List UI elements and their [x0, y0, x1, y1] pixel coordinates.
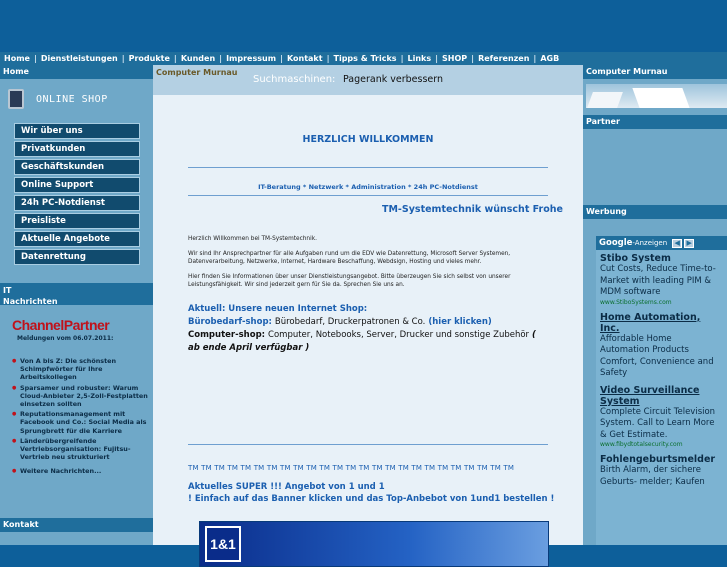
news-item[interactable]: ● Von A bis Z: Die schönsten Schimpfwörter für Ihre Arbeitskollegen: [12, 357, 150, 382]
channelpartner-logo[interactable]: ChannelPartner: [12, 317, 110, 333]
company-name: Computer Murnau: [156, 68, 238, 77]
computer-shop-label: Computer-shop:: [188, 330, 266, 340]
side-menu: [14, 123, 140, 267]
left-sidebar: [0, 65, 153, 545]
ad-title[interactable]: Fohlengeburtsmelder: [600, 454, 716, 465]
nav-kunden[interactable]: Kunden: [180, 54, 216, 63]
kontakt-header: Kontakt: [0, 518, 153, 532]
intro-text: [188, 235, 558, 296]
intro-paragraph: Wir sind Ihr Ansprechpartner für alle Aufgaben rund um die EDV wie Datenrettung, Microsoft Server Systemen, Datenverarbeitung, Netzwerke, Internet, Hardware Beschaffung, Webdsign, Hosting und vieles mehr.: [188, 250, 511, 266]
it-news-title-line2: Nachrichten: [3, 297, 58, 306]
main-navigation: Home | Dienstleistungen | Produkte | Kunden | Impressum | Kontakt | Tipps & Tricks | Links | SHOP | Referenzen | AGB: [0, 52, 727, 65]
news-date: Meldungen vom 06.07.2011:: [17, 335, 114, 342]
home-header: Home: [0, 65, 153, 79]
partner-header: Partner: [583, 115, 727, 129]
computer-shop-note: ( ab ende April verfügbar ): [188, 330, 536, 353]
computer-shop-text: Computer, Notebooks, Server, Drucker und sonstige Zubehör: [268, 330, 530, 340]
content-header: [153, 65, 583, 95]
nav-tipps[interactable]: Tipps & Tricks: [333, 54, 397, 63]
header-image: [586, 84, 727, 108]
intro-paragraph: Herzlich Willkommen bei TM-Systemtechnik.: [188, 236, 317, 242]
buero-shop-label: Bürobedarf-shop:: [188, 317, 272, 327]
menu-item-privatkunden[interactable]: Privatkunden: [14, 141, 140, 157]
menu-item-geschaeftskunden[interactable]: Geschäftskunden: [14, 159, 140, 175]
ad-text: Birth Alarm, der sichere Geburts- melder; Kaufen: [600, 465, 705, 487]
offer-line: ! Einfach auf das Banner klicken und das Top-Anbebot von 1und1 bestellen !: [188, 494, 555, 504]
content-body: [153, 95, 583, 552]
news-item[interactable]: ● Sparsamer und robuster: Warum Cloud-Anbieter 2,5-Zoll-Festplatten einsetzen sollten: [12, 384, 150, 409]
divider: [188, 195, 548, 196]
search-label: Suchmaschinen:: [253, 74, 336, 85]
ad-title[interactable]: Stibo System: [600, 253, 671, 264]
menu-item-notdienst[interactable]: 24h PC-Notdienst: [14, 195, 140, 211]
intro-paragraph: Hier finden Sie Informationen über unser Dienstleistungsangebot. Bitte überzeugen Sie sich selbst von unserer Leistungsfähigkeit. Wir sind jederzeit gern für Sie da. Sprechen Sie uns an.: [188, 273, 511, 289]
menu-item-wir-ueber-uns[interactable]: Wir über uns: [14, 123, 140, 139]
nav-shop[interactable]: SHOP: [442, 54, 468, 63]
buero-shop-link[interactable]: (hier klicken): [428, 317, 492, 327]
news-item[interactable]: ● Reputationsmanagement mit Facebook und Co.: Social Media als Sprungbrett für die Karriere: [12, 410, 150, 435]
nav-agb[interactable]: AGB: [540, 54, 560, 63]
more-news-link[interactable]: ● Weitere Nachrichten...: [12, 467, 150, 475]
nav-produkte[interactable]: Produkte: [128, 54, 170, 63]
offer-text: [188, 481, 568, 505]
ad-url[interactable]: www.StiboSystems.com: [600, 298, 672, 306]
buero-shop-text: Bürobedarf, Druckerpatronen & Co.: [274, 317, 426, 327]
ad-title[interactable]: Home Automation, Inc.: [600, 311, 701, 334]
1und1-banner[interactable]: [199, 521, 549, 567]
ad-item[interactable]: [596, 382, 727, 452]
marquee-text: TM-Systemtechnik wünscht Frohe: [382, 204, 563, 215]
1und1-logo: 1&1: [205, 526, 241, 562]
divider: [188, 167, 548, 168]
welcome-heading: HERZLICH WILLKOMMEN: [302, 134, 434, 145]
ad-url[interactable]: www.fibydtotalsecurity.com: [600, 441, 683, 448]
shop-news: [188, 303, 548, 355]
next-ad-icon[interactable]: ▶: [684, 239, 694, 248]
it-news-title-line1: IT: [3, 286, 12, 295]
buero-shop-line: [188, 316, 548, 329]
menu-item-datenrettung[interactable]: Datenrettung: [14, 249, 140, 265]
computer-shop-line: [188, 329, 548, 355]
nav-kontakt[interactable]: Kontakt: [286, 54, 323, 63]
google-ads: [596, 236, 727, 545]
news-item[interactable]: ● Länderübergreifende Vertriebsorganisation: Fujitsu-Vertrieb neu strukturiert: [12, 437, 150, 462]
nav-referenzen[interactable]: Referenzen: [478, 54, 530, 63]
offer-line: Aktuelles SUPER !!! Angebot von 1 und 1: [188, 482, 385, 492]
ad-title[interactable]: Video Surveillance System: [600, 384, 700, 407]
menu-item-aktuelle-angebote[interactable]: Aktuelle Angebote: [14, 231, 140, 247]
menu-item-preisliste[interactable]: Preisliste: [14, 213, 140, 229]
news-list: [12, 357, 150, 478]
monitor-icon: [8, 89, 24, 109]
ad-text: Affordable Home Automation Products Comfort, Convenience and Safety: [600, 333, 714, 378]
online-shop-label: ONLINE SHOP: [36, 93, 108, 105]
it-news-header: [0, 283, 153, 305]
nav-dienstleistungen[interactable]: Dienstleistungen: [40, 54, 118, 63]
divider: [188, 444, 548, 445]
ad-text: Complete Circuit Television System. Call to Learn More & Get Estimate.: [600, 406, 716, 440]
ad-text: Cut Costs, Reduce Time-to-Market with leading PIM & MDM software: [600, 264, 716, 297]
right-sidebar: [583, 65, 727, 545]
google-label: Google: [599, 238, 633, 248]
main-content: [153, 65, 583, 552]
menu-item-online-support[interactable]: Online Support: [14, 177, 140, 193]
prev-ad-icon[interactable]: ◀: [672, 239, 682, 248]
werbung-header: Werbung: [583, 205, 727, 219]
ad-item[interactable]: [596, 309, 727, 382]
nav-home[interactable]: Home: [4, 54, 30, 63]
right-company-header: Computer Murnau: [583, 65, 727, 79]
online-shop-link[interactable]: [8, 88, 143, 110]
google-ads-header: [596, 236, 727, 250]
shop-title: Aktuell: Unsere neuen Internet Shop:: [188, 304, 368, 314]
services-line: IT-Beratung * Netzwerk * Administration * 24h PC-Notdienst: [258, 183, 478, 191]
nav-impressum[interactable]: Impressum: [226, 54, 277, 63]
ad-item[interactable]: [596, 250, 727, 309]
pagerank-link[interactable]: Pagerank verbessern: [343, 74, 444, 85]
kontakt-content: [0, 532, 153, 545]
ad-item[interactable]: [596, 451, 727, 490]
top-banner: [0, 0, 727, 52]
tm-row: TM TM TM TM TM TM TM TM TM TM TM TM TM TM TM TM TM TM TM TM TM TM TM TM TM: [188, 464, 515, 472]
google-ads-suffix: -Anzeigen: [632, 239, 668, 247]
nav-links[interactable]: Links: [407, 54, 432, 63]
